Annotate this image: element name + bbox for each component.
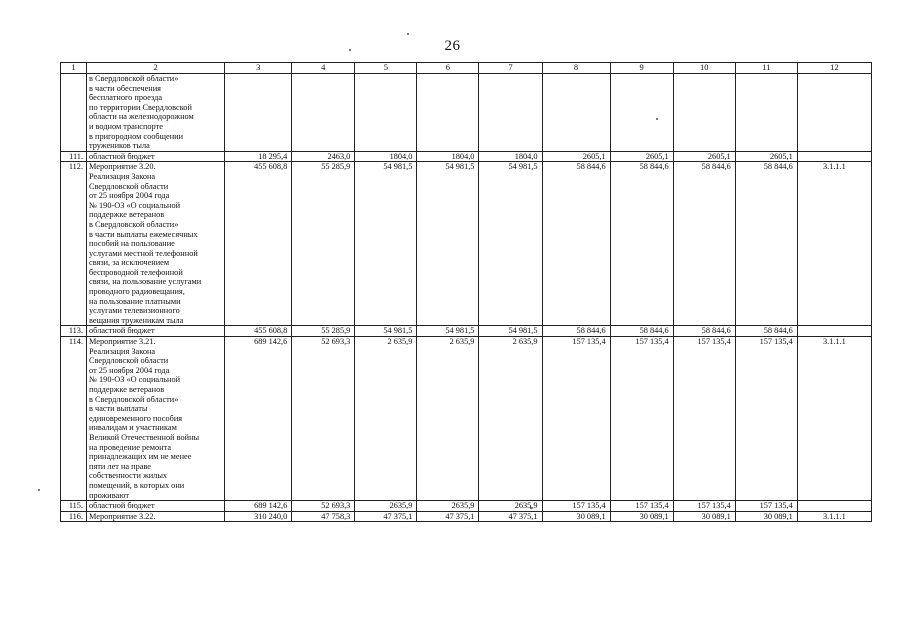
cell-value: 58 844,6 <box>610 162 673 326</box>
row-number: 116. <box>61 511 87 522</box>
column-header: 9 <box>610 63 673 74</box>
budget-table <box>60 62 872 522</box>
column-header: 1 <box>61 63 87 74</box>
cell-value: 2635,9 <box>479 501 542 512</box>
cell-value: 2605,1 <box>542 151 610 162</box>
row-description: областной бюджет <box>87 151 225 162</box>
cell-value: 157 135,4 <box>542 337 610 501</box>
cell-value <box>225 74 292 152</box>
row-number: 112. <box>61 162 87 326</box>
cell-value: 310 240,0 <box>225 511 292 522</box>
cell-value: 1804,0 <box>479 151 542 162</box>
table-row <box>61 501 872 512</box>
cell-value <box>355 74 417 152</box>
target-code: 3.1.1.1 <box>797 511 871 522</box>
cell-value: 2635,9 <box>417 501 479 512</box>
table-row <box>61 337 872 501</box>
column-header: 3 <box>225 63 292 74</box>
cell-value: 2 635,9 <box>417 337 479 501</box>
column-header: 7 <box>479 63 542 74</box>
column-header: 6 <box>417 63 479 74</box>
column-header: 12 <box>797 63 871 74</box>
table-row <box>61 151 872 162</box>
cell-value: 2605,1 <box>610 151 673 162</box>
row-number <box>61 74 87 152</box>
column-header: 10 <box>673 63 735 74</box>
table-row <box>61 511 872 522</box>
cell-value: 30 089,1 <box>542 511 610 522</box>
table-row <box>61 326 872 337</box>
row-number: 114. <box>61 337 87 501</box>
cell-value: 58 844,6 <box>610 326 673 337</box>
cell-value <box>673 74 735 152</box>
row-description: областной бюджет <box>87 501 225 512</box>
cell-value <box>417 74 479 152</box>
column-header: 8 <box>542 63 610 74</box>
cell-value: 2 635,9 <box>479 337 542 501</box>
cell-value: 157 135,4 <box>673 337 735 501</box>
row-description: областной бюджет <box>87 326 225 337</box>
target-code: 3.1.1.1 <box>797 337 871 501</box>
scan-speck <box>407 33 409 35</box>
cell-value: 2635,9 <box>355 501 417 512</box>
cell-value: 157 135,4 <box>735 337 797 501</box>
page-number: 26 <box>444 38 461 54</box>
cell-value: 18 295,4 <box>225 151 292 162</box>
cell-value: 58 844,6 <box>673 162 735 326</box>
target-code <box>797 501 871 512</box>
cell-value: 689 142,6 <box>225 501 292 512</box>
cell-value: 58 844,6 <box>735 326 797 337</box>
cell-value: 55 285,9 <box>292 162 355 326</box>
scan-speck <box>349 49 351 51</box>
cell-value: 58 844,6 <box>542 162 610 326</box>
cell-value: 52 693,3 <box>292 501 355 512</box>
cell-value: 157 135,4 <box>610 337 673 501</box>
column-header: 2 <box>87 63 225 74</box>
column-header: 4 <box>292 63 355 74</box>
table-row <box>61 74 872 152</box>
target-code <box>797 74 871 152</box>
table-row <box>61 162 872 326</box>
cell-value: 47 375,1 <box>355 511 417 522</box>
cell-value: 2605,1 <box>735 151 797 162</box>
cell-value: 54 981,5 <box>355 162 417 326</box>
row-description: Мероприятие 3.20. Реализация Закона Свердловской области от 25 ноября 2004 года № 190-ОЗ «О социальной поддержке ветеранов в Свердловской области» в части выплаты ежемесячных пособий на пользование услугами местной телефонной связи, за исключением беспроводной телефонной связи, на пользование услугами проводного радиовещания, на пользование платными услугами телевизионного вещания труженикам тыла <box>87 162 225 326</box>
cell-value: 455 608,8 <box>225 162 292 326</box>
cell-value: 54 981,5 <box>417 326 479 337</box>
target-code: 3.1.1.1 <box>797 162 871 326</box>
cell-value: 30 089,1 <box>735 511 797 522</box>
row-description: Мероприятие 3.21. Реализация Закона Свердловской области от 25 ноября 2004 года № 190-ОЗ «О социальной поддержке ветеранов в Свердловской области» в части выплаты единовременного пособия инвалидам и участникам Великой Отечественной войны на проведение ремонта принадлежащих им не менее пяти лет на праве собственности жилых помещений, в которых они проживают <box>87 337 225 501</box>
cell-value: 2463,0 <box>292 151 355 162</box>
cell-value: 1804,0 <box>417 151 479 162</box>
cell-value: 2 635,9 <box>355 337 417 501</box>
column-header: 5 <box>355 63 417 74</box>
cell-value: 157 135,4 <box>673 501 735 512</box>
cell-value: 455 608,8 <box>225 326 292 337</box>
cell-value <box>610 74 673 152</box>
cell-value: 54 981,5 <box>479 162 542 326</box>
row-number: 111. <box>61 151 87 162</box>
cell-value <box>542 74 610 152</box>
cell-value: 58 844,6 <box>673 326 735 337</box>
target-code <box>797 326 871 337</box>
cell-value: 47 758,3 <box>292 511 355 522</box>
scan-speck <box>38 489 40 491</box>
cell-value: 54 981,5 <box>479 326 542 337</box>
cell-value: 55 285,9 <box>292 326 355 337</box>
row-description: в Свердловской области» в части обеспечения бесплатного проезда по территории Свердловской области на железнодорожном и водном транспорте в пригородном сообщении тружеников тыла <box>87 74 225 152</box>
cell-value <box>479 74 542 152</box>
row-number: 113. <box>61 326 87 337</box>
cell-value <box>292 74 355 152</box>
cell-value <box>735 74 797 152</box>
cell-value: 689 142,6 <box>225 337 292 501</box>
cell-value: 52 693,3 <box>292 337 355 501</box>
cell-value: 157 135,4 <box>542 501 610 512</box>
cell-value: 54 981,5 <box>417 162 479 326</box>
cell-value: 47 375,1 <box>417 511 479 522</box>
cell-value: 157 135,4 <box>735 501 797 512</box>
cell-value: 30 089,1 <box>610 511 673 522</box>
cell-value: 47 375,1 <box>479 511 542 522</box>
column-header: 11 <box>735 63 797 74</box>
cell-value: 58 844,6 <box>542 326 610 337</box>
cell-value: 58 844,6 <box>735 162 797 326</box>
cell-value: 54 981,5 <box>355 326 417 337</box>
cell-value: 157 135,4 <box>610 501 673 512</box>
cell-value: 1804,0 <box>355 151 417 162</box>
cell-value: 2605,1 <box>673 151 735 162</box>
row-number: 115. <box>61 501 87 512</box>
row-description: Мероприятие 3.22. <box>87 511 225 522</box>
target-code <box>797 151 871 162</box>
cell-value: 30 089,1 <box>673 511 735 522</box>
header-row <box>61 63 872 74</box>
